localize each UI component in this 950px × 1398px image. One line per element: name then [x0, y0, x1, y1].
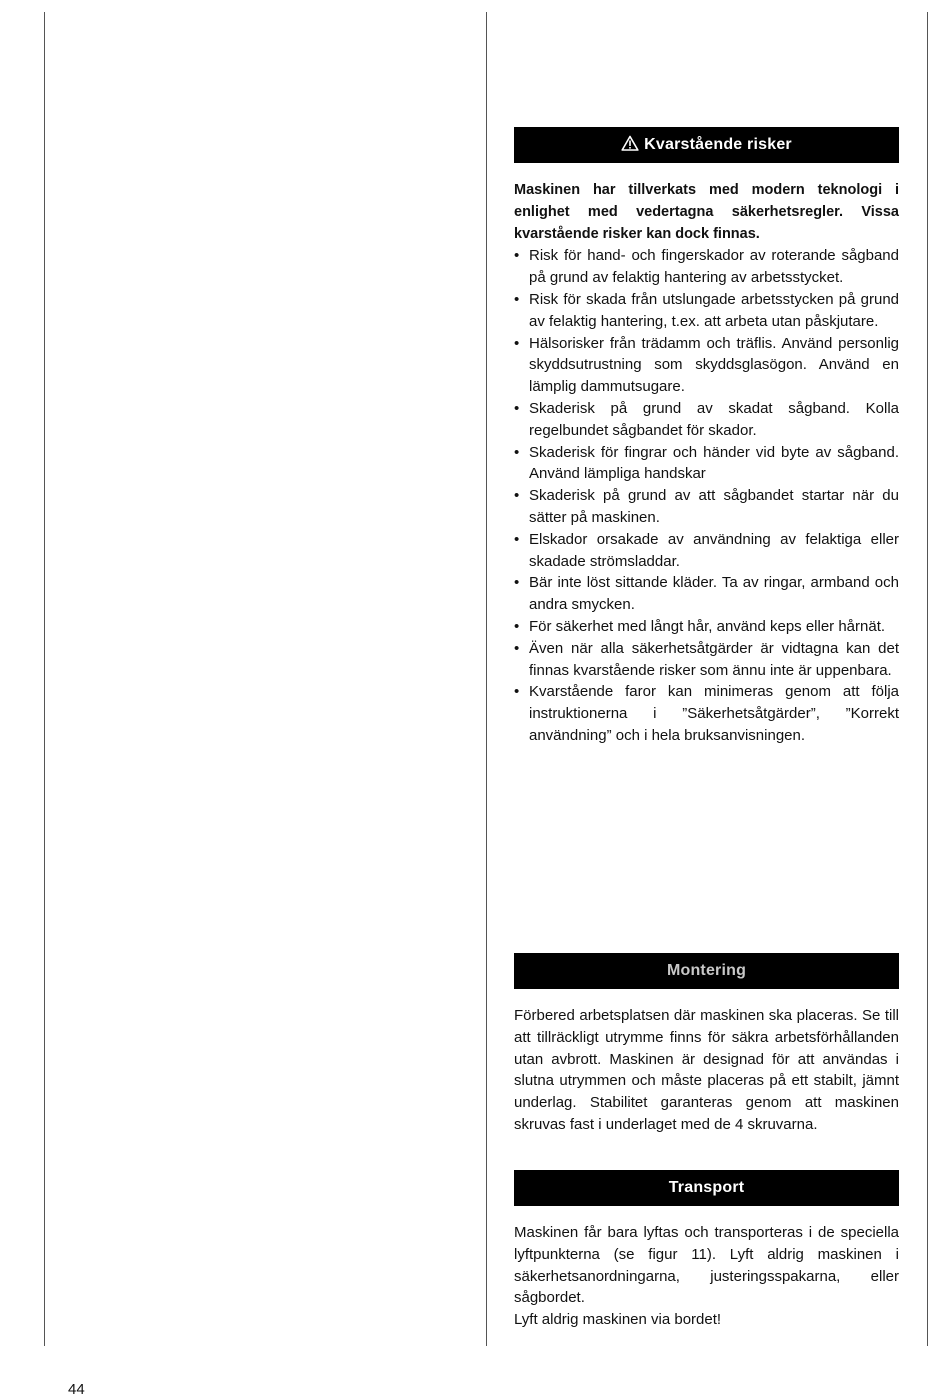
list-item: • Kvarstående faror kan minimeras genom att följa instruktionerna i ”Säkerhetsåtgärder”, ”Korrekt användning” och i hela bruksanvisningen.	[514, 681, 899, 746]
risks-header	[514, 127, 899, 163]
risks-intro: Maskinen har tillverkats med modern teknologi i enlighet med vedertagna säkerhetsregler. Vissa kvarstående risker kan dock finnas.	[514, 182, 899, 242]
list-item: • Skaderisk på grund av att sågbandet startar när du sätter på maskinen.	[514, 485, 899, 529]
right-margin-line	[927, 12, 928, 1346]
column-divider-line	[486, 12, 487, 1346]
warning-triangle-icon	[621, 135, 639, 151]
list-item: • Även när alla säkerhetsåtgärder är vidtagna kan det finnas kvarstående risker som ännu inte är uppenbara.	[514, 638, 899, 682]
page-number: 44	[68, 1381, 85, 1398]
mounting-header: Montering	[514, 953, 899, 989]
risks-title: Kvarstående risker	[644, 136, 792, 153]
list-item: • Risk för hand- och fingerskador av roterande sågband på grund av felaktig hantering av arbetsstycket.	[514, 245, 899, 289]
left-margin-line	[44, 12, 45, 1346]
mounting-body: Förbered arbetsplatsen där maskinen ska placeras. Se till att tillräckligt utrymme finns för säkra arbetsförhållanden utan avbrott. Maskinen är designad för att användas i slutna utrymmen och måste placeras på ett stabilt, jämnt underlag. Stabilitet garanteras genom att maskinen skruvas fast i underlaget med de 4 skruvarna.	[514, 1007, 899, 1133]
list-item: • Risk för skada från utslungade arbetsstycken på grund av felaktig hantering, t.ex. att arbeta utan påskjutare.	[514, 289, 899, 333]
risks-section	[514, 127, 899, 747]
transport-body: Maskinen får bara lyftas och transporteras i de speciella lyftpunkterna (se figur 11). Lyft aldrig maskinen i säkerhetsanordningarna, justeringsspakarna, eller sågbordet.	[514, 1224, 899, 1307]
list-item: • För säkerhet med långt hår, använd keps eller hårnät.	[514, 616, 899, 638]
list-item: • Bär inte löst sittande kläder. Ta av ringar, armband och andra smycken.	[514, 572, 899, 616]
list-item: • Hälsorisker från trädamm och träflis. Använd personlig skyddsutrustning som skyddsglasögon. Använd en lämplig dammutsugare.	[514, 333, 899, 398]
transport-note: Lyft aldrig maskinen via bordet!	[514, 1311, 722, 1329]
list-item: • Skaderisk på grund av skadat sågband. Kolla regelbundet sågbandet för skador.	[514, 398, 899, 442]
transport-header: Transport	[514, 1170, 899, 1206]
risks-list	[514, 245, 899, 746]
list-item: • Elskador orsakade av användning av felaktiga eller skadade strömsladdar.	[514, 529, 899, 573]
list-item: • Skaderisk för fingrar och händer vid byte av sågband. Använd lämpliga handskar	[514, 442, 899, 486]
transport-section	[514, 1170, 899, 1331]
mounting-section	[514, 953, 899, 1136]
